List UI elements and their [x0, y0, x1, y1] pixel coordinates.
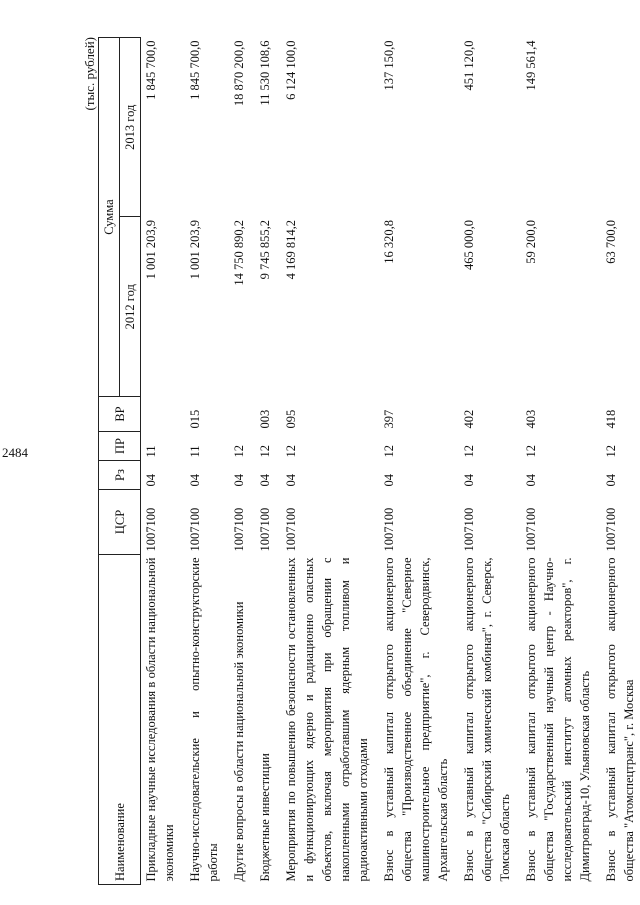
- row-amount-2012: 16 320,8: [382, 220, 396, 264]
- row-pr: 12: [284, 445, 298, 458]
- row-amount-2013: 18 870 200,0: [232, 40, 246, 107]
- row-amount-2012: 59 200,0: [524, 220, 538, 264]
- row-csr: 1007100: [524, 507, 538, 552]
- row-pr: 12: [382, 445, 396, 458]
- row-vr: 095: [284, 409, 298, 429]
- header-rz: Рз: [99, 461, 141, 490]
- row-amount-2012: 1 001 203,9: [144, 220, 158, 280]
- row-pr: 12: [604, 445, 618, 458]
- row-name: Мероприятия по повышению безопасности остановленных и функционирующих ядерно и радиационно опасных объектов, включая мероприятия при обращении с накопленными отработавшим ядерным топливом и радиоактивными отходами: [284, 557, 370, 882]
- row-csr: 1007100: [382, 507, 396, 552]
- header-csr: ЦСР: [99, 490, 141, 555]
- row-amount-2013: 11 530 108,6: [258, 40, 272, 106]
- row-rz: 04: [232, 474, 246, 487]
- row-vr: 402: [462, 409, 476, 429]
- row-amount-2013: 6 124 100,0: [284, 40, 298, 100]
- row-name: Прикладные научные исследования в области национальной экономики: [144, 557, 176, 882]
- row-vr: 015: [188, 409, 202, 429]
- row-amount-2012: 14 750 890,2: [232, 220, 246, 286]
- row-csr: 1007100: [604, 507, 618, 552]
- row-vr: [229, 397, 255, 432]
- row-amount-2013: 1 845 700,0: [188, 40, 202, 100]
- row-amount-2012: 9 745 855,2: [258, 220, 272, 280]
- row-csr: 1007100: [188, 507, 202, 552]
- header-2013: 2013 год: [120, 38, 141, 218]
- header-vr: ВР: [99, 397, 141, 432]
- header-sum: Сумма: [99, 38, 120, 397]
- row-rz: 04: [462, 474, 476, 487]
- table-row: [255, 38, 281, 885]
- table-row: [379, 38, 459, 885]
- row-amount-2013: 149 561,4: [524, 40, 538, 91]
- row-amount-2012: 465 000,0: [462, 220, 476, 270]
- row-name: Взнос в уставный капитал открытого акционерного общества "Атомспецтранс", г. Москва: [604, 557, 636, 882]
- row-pr: 11: [144, 445, 158, 458]
- row-rz: 04: [382, 474, 396, 487]
- budget-table: [98, 37, 640, 885]
- table-row: [601, 38, 640, 885]
- row-amount-2012: 63 700,0: [604, 220, 618, 264]
- row-pr: 11: [188, 445, 202, 458]
- row-amount-2013: 451 120,0: [462, 40, 476, 91]
- units-label: (тыс. рублей): [82, 37, 97, 111]
- row-amount-2013: 1 845 700,0: [144, 40, 158, 100]
- table-row: [141, 38, 186, 885]
- header-pr: ПР: [99, 432, 141, 461]
- table-row: [521, 38, 601, 885]
- row-amount-2012: 4 169 814,2: [284, 220, 298, 280]
- rotated-document: [82, 35, 636, 885]
- header-name: Наименование: [99, 555, 141, 885]
- row-vr: 418: [604, 409, 618, 429]
- row-vr: 403: [524, 409, 538, 429]
- row-name: Взнос в уставный капитал открытого акционерного общества "Производственное объединение "Северное машиностроительное предприятие", г. Северодвинск, Архангельская область: [382, 557, 450, 882]
- row-name: Другие вопросы в области национальной экономики: [232, 601, 246, 882]
- header-2012: 2012 год: [120, 217, 141, 397]
- row-rz: 04: [144, 474, 158, 487]
- row-rz: 04: [604, 474, 618, 487]
- table-row: [229, 38, 255, 885]
- row-pr: 12: [258, 445, 272, 458]
- row-name: Бюджетные инвестиции: [258, 753, 272, 882]
- row-name: Научно-исследовательские и опытно-конструкторские работы: [188, 557, 220, 882]
- row-vr: 397: [382, 409, 396, 429]
- row-rz: 04: [258, 474, 272, 487]
- row-rz: 04: [188, 474, 202, 487]
- table-row: [185, 38, 229, 885]
- row-vr: [141, 397, 186, 432]
- table-row: [459, 38, 521, 885]
- row-csr: 1007100: [258, 507, 272, 552]
- row-name: Взнос в уставный капитал открытого акционерного общества "Сибирский химический комбинат", г. Северск, Томская область: [462, 557, 512, 882]
- row-pr: 12: [232, 445, 246, 458]
- row-amount-2013: 137 150,0: [382, 40, 396, 91]
- row-csr: 1007100: [232, 507, 246, 552]
- row-rz: 04: [524, 474, 538, 487]
- table-row: [281, 38, 379, 885]
- page-number: 2484: [2, 445, 28, 460]
- row-amount-2012: 1 001 203,9: [188, 220, 202, 280]
- row-rz: 04: [284, 474, 298, 487]
- row-vr: 003: [258, 409, 272, 429]
- row-csr: 1007100: [144, 507, 158, 552]
- row-name: Взнос в уставный капитал открытого акционерного общества "Государственный научный центр - Научно-исследовательский институт атомных реакторов", г. Димитровград-10, Ульяновская область: [524, 557, 592, 882]
- row-csr: 1007100: [284, 507, 298, 552]
- row-amount-2013: [601, 38, 640, 218]
- row-pr: 12: [524, 445, 538, 458]
- row-pr: 12: [462, 445, 476, 458]
- row-csr: 1007100: [462, 507, 476, 552]
